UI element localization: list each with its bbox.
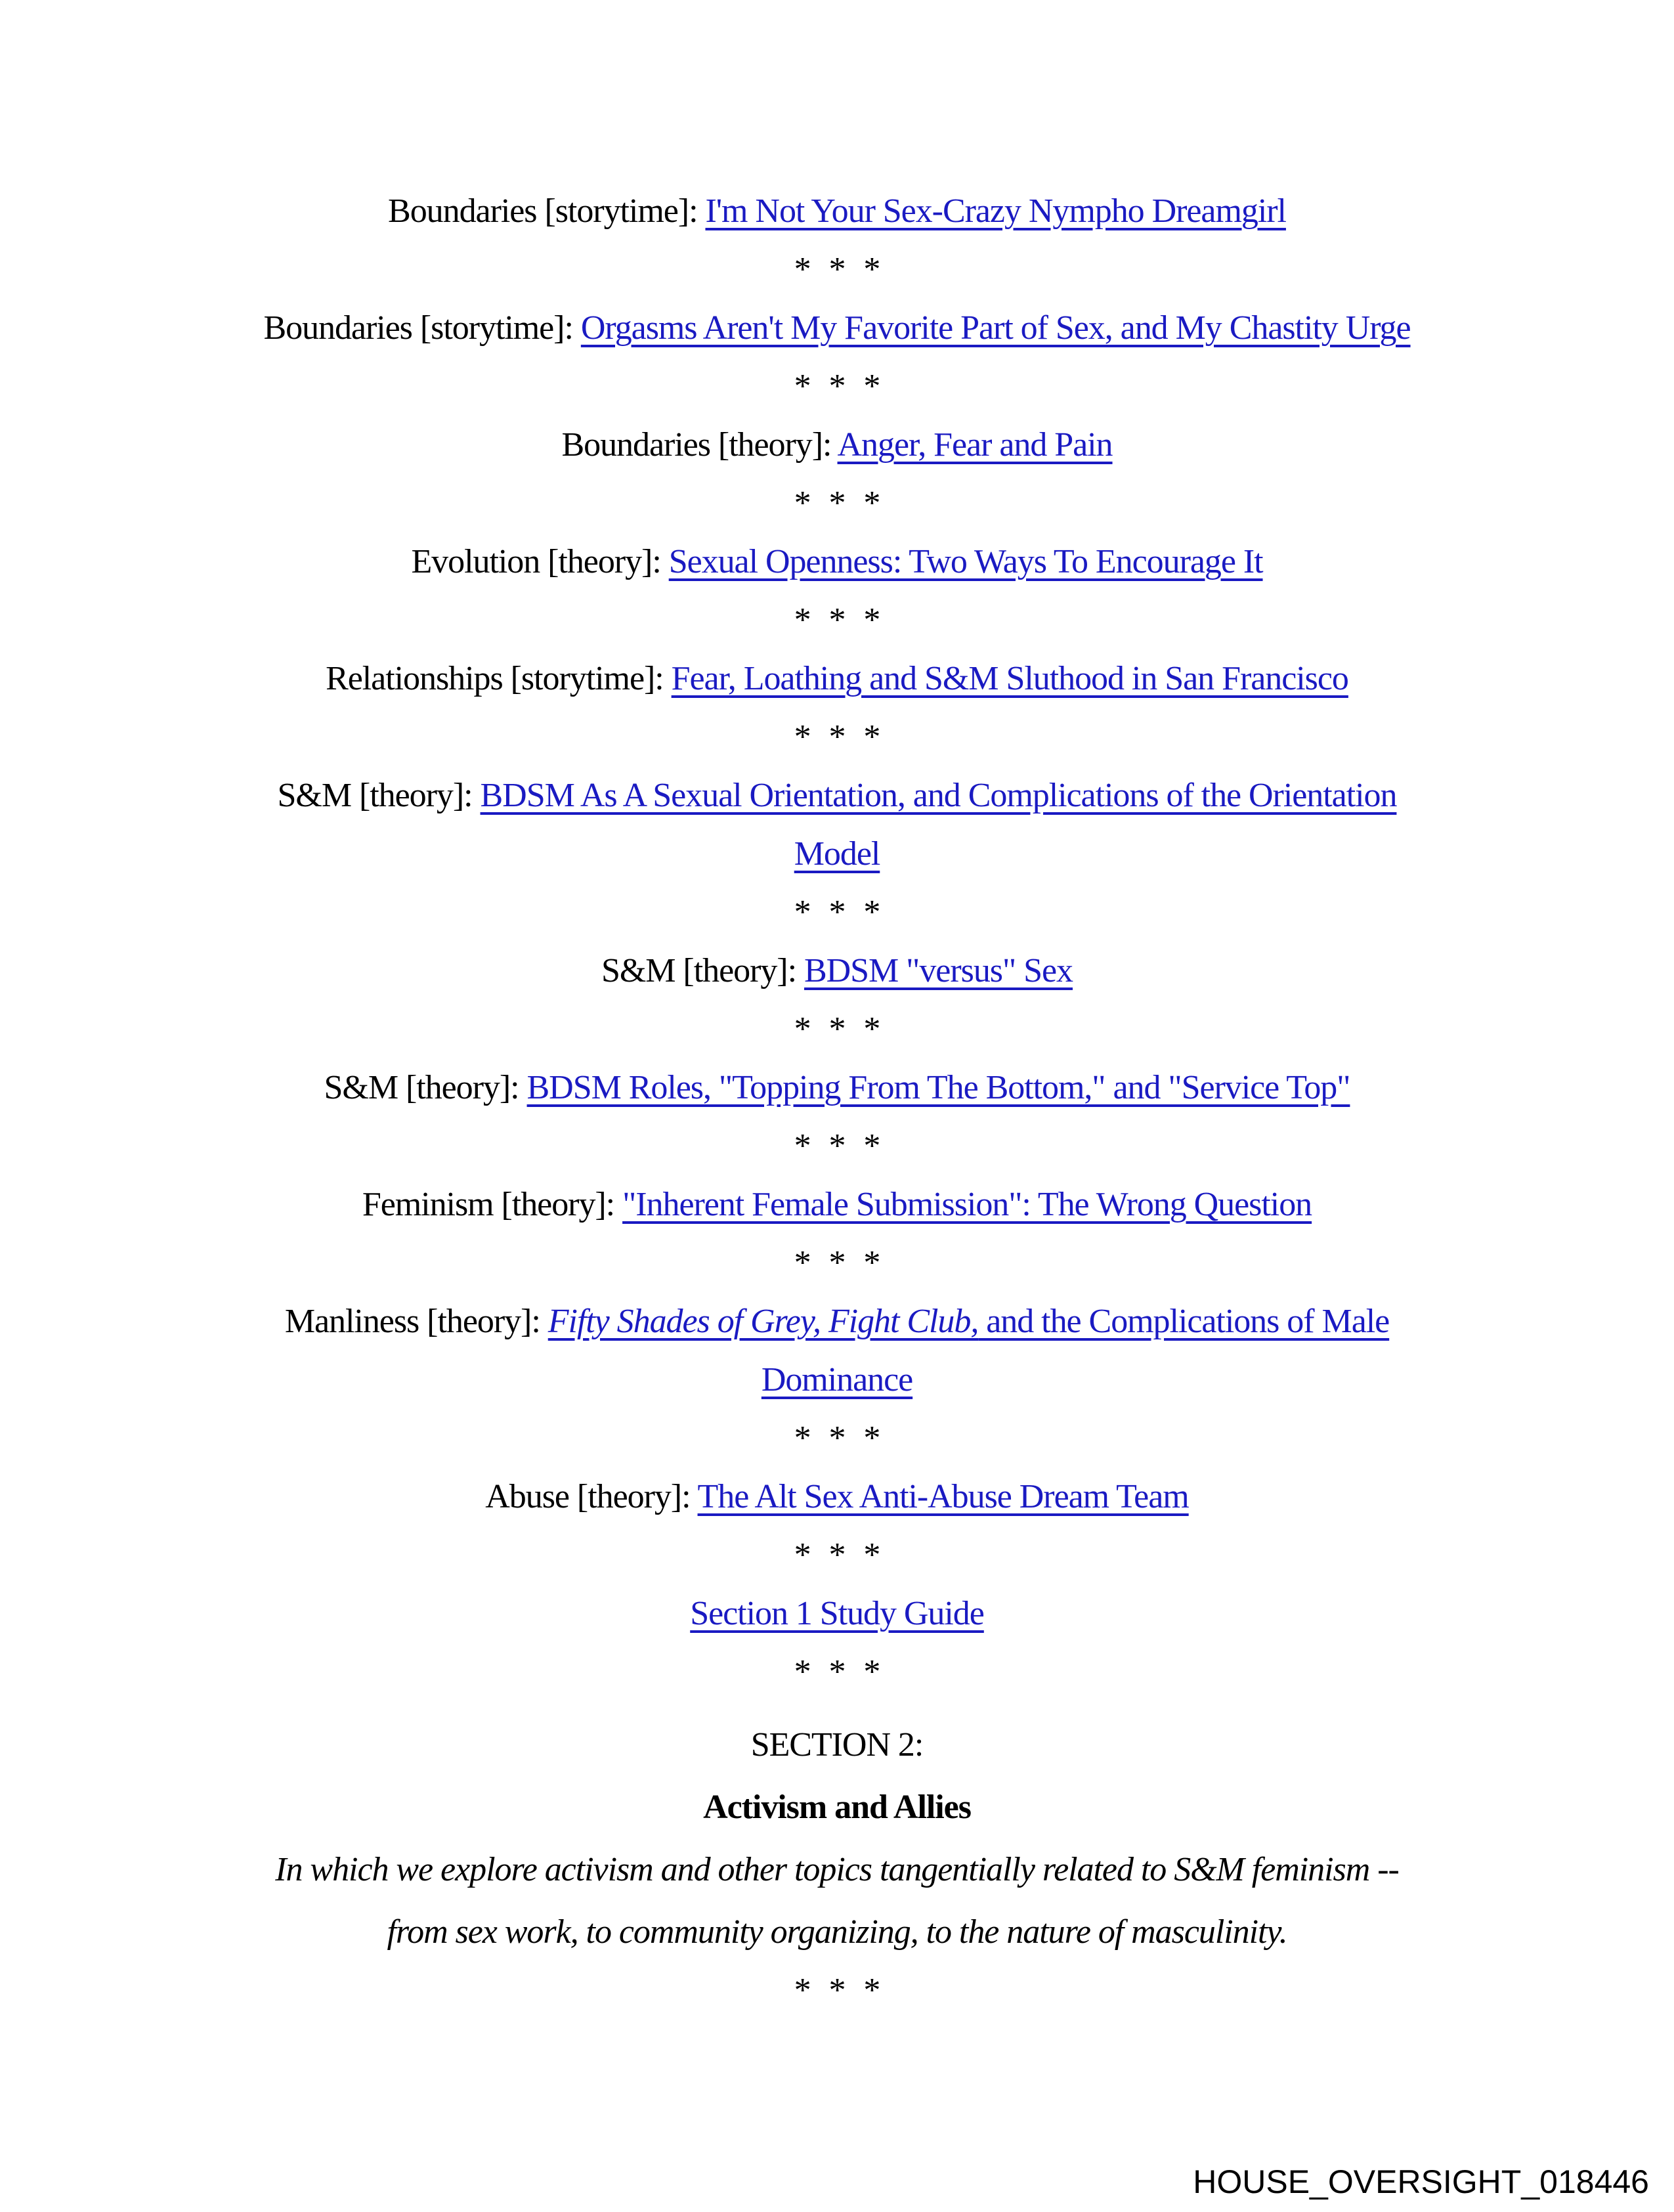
separator: * * * bbox=[794, 1972, 880, 2009]
toc-link-text: Sexual Openness: Two Ways To Encourage It bbox=[668, 543, 1263, 580]
separator: * * * bbox=[794, 485, 880, 522]
toc-link[interactable] bbox=[669, 543, 1263, 580]
bates-number: HOUSE_OVERSIGHT_018446 bbox=[1193, 2163, 1649, 2200]
toc-entry bbox=[0, 649, 1674, 708]
toc-link[interactable] bbox=[672, 660, 1348, 697]
toc-link-text: BDSM Roles, "Topping From The Bottom," and "Service Top" bbox=[526, 1069, 1350, 1106]
toc-category-label: Evolution [theory]: bbox=[411, 543, 661, 580]
toc-entry bbox=[0, 766, 1674, 883]
separator: * * * bbox=[794, 1653, 880, 1691]
toc-entry bbox=[0, 532, 1674, 591]
section-2-block bbox=[0, 1716, 1674, 2020]
toc-link[interactable] bbox=[698, 1478, 1189, 1515]
toc-link-text: and the Complications of Male bbox=[978, 1303, 1390, 1340]
section-2-description-line: In which we explore activism and other topics tangentially related to S&M feminism -- bbox=[275, 1851, 1399, 1888]
toc-link-text: Model bbox=[794, 835, 880, 873]
toc-category-label: Manliness [theory]: bbox=[284, 1303, 540, 1340]
separator: * * * bbox=[794, 251, 880, 288]
toc-entry bbox=[0, 299, 1674, 357]
toc-category-label: Relationships [storytime]: bbox=[326, 660, 664, 697]
toc-link-text: Orgasms Aren't My Favorite Part of Sex, and My Chastity Urge bbox=[580, 309, 1411, 347]
separator: * * * bbox=[794, 601, 880, 639]
toc-category-label: S&M [theory]: bbox=[324, 1069, 519, 1106]
toc-link[interactable] bbox=[581, 309, 1411, 347]
toc-entry bbox=[0, 182, 1674, 240]
separator: * * * bbox=[794, 368, 880, 405]
toc-category-label: S&M [theory]: bbox=[277, 777, 473, 814]
toc-entry bbox=[0, 1058, 1674, 1117]
toc-link-text: BDSM "versus" Sex bbox=[804, 952, 1073, 989]
toc-list bbox=[0, 182, 1674, 1701]
separator: * * * bbox=[794, 1420, 880, 1457]
toc-link-text: Fear, Loathing and S&M Sluthood in San Francisco bbox=[671, 660, 1348, 697]
toc-link[interactable] bbox=[838, 426, 1113, 464]
toc-link-text: I'm Not Your Sex-Crazy Nympho Dreamgirl bbox=[705, 192, 1286, 230]
separator: * * * bbox=[794, 894, 880, 931]
toc-category-label: Boundaries [storytime]: bbox=[388, 192, 698, 230]
toc-entry bbox=[0, 942, 1674, 1000]
section-2-subheading: Activism and Allies bbox=[703, 1789, 971, 1826]
separator: * * * bbox=[794, 718, 880, 756]
separator: * * * bbox=[794, 1010, 880, 1048]
toc-entry bbox=[0, 1467, 1674, 1526]
toc-category-label: S&M [theory]: bbox=[601, 952, 796, 989]
separator: * * * bbox=[794, 1536, 880, 1574]
toc-link[interactable] bbox=[690, 1595, 984, 1632]
toc-category-label: Abuse [theory]: bbox=[485, 1478, 691, 1515]
toc-link-text: Anger, Fear and Pain bbox=[837, 426, 1113, 464]
toc-link-text: BDSM As A Sexual Orientation, and Complications of the Orientation bbox=[480, 777, 1397, 814]
toc-link-text: Fifty Shades of Grey, Fight Club, bbox=[547, 1303, 979, 1340]
toc-link[interactable] bbox=[527, 1069, 1350, 1106]
toc-link-text: "Inherent Female Submission": The Wrong Question bbox=[622, 1186, 1312, 1223]
toc-link-text: The Alt Sex Anti-Abuse Dream Team bbox=[697, 1478, 1189, 1515]
toc-link[interactable] bbox=[622, 1186, 1312, 1223]
separator: * * * bbox=[794, 1244, 880, 1282]
separator: * * * bbox=[794, 1127, 880, 1165]
section-2-heading: SECTION 2: bbox=[750, 1726, 924, 1764]
section-2-description-line: from sex work, to community organizing, to the nature of masculinity. bbox=[387, 1913, 1287, 1951]
toc-entry bbox=[0, 1292, 1674, 1409]
toc-link[interactable] bbox=[804, 952, 1073, 989]
toc-category-label: Boundaries [storytime]: bbox=[263, 309, 573, 347]
toc-link[interactable] bbox=[548, 1303, 1389, 1399]
toc-link[interactable] bbox=[481, 777, 1397, 873]
toc-link-text: Dominance bbox=[761, 1361, 913, 1399]
toc-link[interactable] bbox=[705, 192, 1285, 230]
toc-entry bbox=[0, 416, 1674, 474]
toc-category-label: Boundaries [theory]: bbox=[561, 426, 832, 464]
toc-category-label: Feminism [theory]: bbox=[362, 1186, 615, 1223]
toc-entry bbox=[0, 1584, 1674, 1643]
toc-entry bbox=[0, 1175, 1674, 1234]
toc-link-text: Section 1 Study Guide bbox=[690, 1595, 984, 1632]
